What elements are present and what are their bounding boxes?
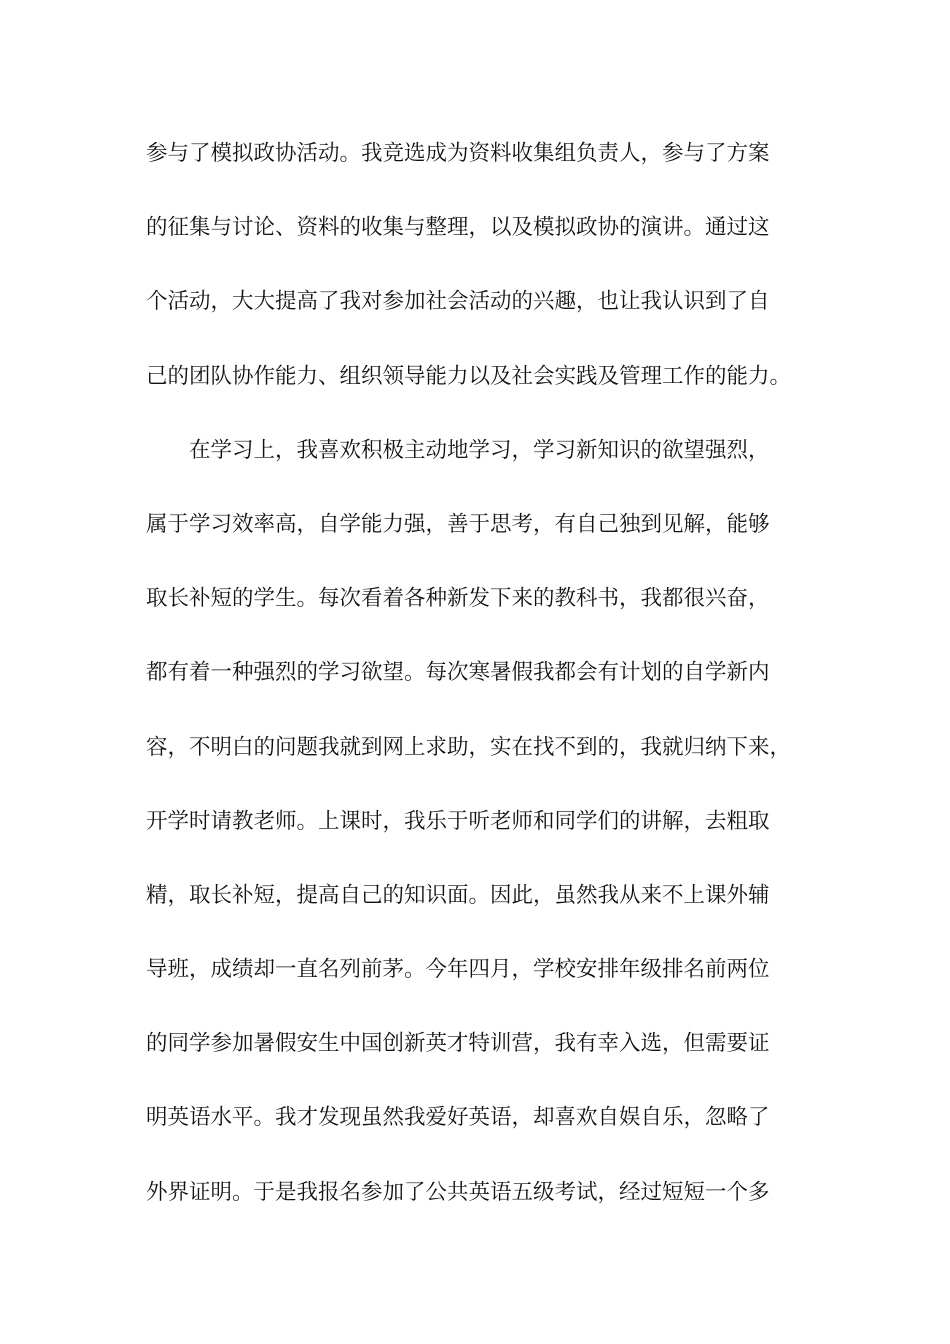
text-line-6: 属于学习效率高，自学能力强，善于思考，有自己独到见解，能够	[146, 511, 770, 537]
body-text	[146, 128, 836, 1241]
text-line-12: 导班，成绩却一直名列前茅。今年四月，学校安排年级排名前两位	[146, 957, 770, 983]
text-line-3: 个活动，大大提高了我对参加社会活动的兴趣，也让我认识到了自	[146, 289, 770, 315]
text-line-10: 开学时请教老师。上课时，我乐于听老师和同学们的讲解，去粗取	[146, 808, 770, 834]
text-line-9: 容，不明白的问题我就到网上求助，实在找不到的，我就归纳下来，	[146, 734, 792, 760]
text-line-7: 取长补短的学生。每次看着各种新发下来的教科书，我都很兴奋，	[146, 586, 770, 612]
text-line-8: 都有着一种强烈的学习欲望。每次寒暑假我都会有计划的自学新内	[146, 660, 770, 686]
text-line-14: 明英语水平。我才发现虽然我爱好英语，却喜欢自娱自乐，忽略了	[146, 1105, 770, 1131]
text-line-15: 外界证明。于是我报名参加了公共英语五级考试，经过短短一个多	[146, 1179, 770, 1205]
text-line-1: 参与了模拟政协活动。我竞选成为资料收集组负责人，参与了方案	[146, 141, 770, 166]
text-line-2: 的征集与讨论、资料的收集与整理，以及模拟政协的演讲。通过这	[146, 215, 770, 241]
text-line-13: 的同学参加暑假安生中国创新英才特训营，我有幸入选，但需要证	[146, 1031, 770, 1057]
text-line-11: 精，取长补短，提高自己的知识面。因此，虽然我从来不上课外辅	[146, 882, 770, 908]
text-line-5: 在学习上，我喜欢积极主动地学习，学习新知识的欲望强烈，	[146, 437, 770, 463]
text-line-4: 己的团队协作能力、组织领导能力以及社会实践及管理工作的能力。	[146, 363, 792, 389]
